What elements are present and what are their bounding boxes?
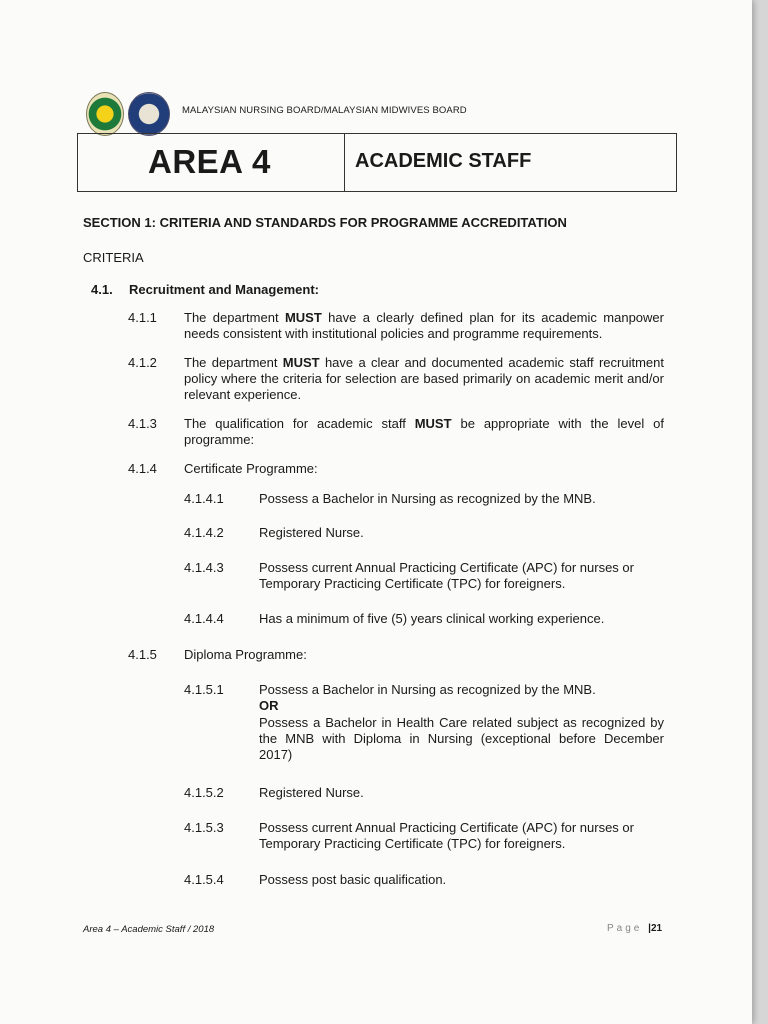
item-number: 4.1.5 [128, 647, 157, 662]
subitem-text: Registered Nurse. [259, 525, 364, 540]
area-header-box [77, 133, 677, 192]
subitem-text: Possess current Annual Practicing Certificate (APC) for nurses or Temporary Practicing Certificate (TPC) for foreigners. [259, 820, 634, 851]
subitem-text: Possess current Annual Practicing Certificate (APC) for nurses or Temporary Practicing Certificate (TPC) for foreigners. [259, 560, 634, 591]
item-number: 4.1.1 [128, 310, 157, 325]
area-number: AREA 4 [148, 143, 271, 180]
subitem-number: 4.1.5.4 [184, 872, 224, 887]
item-text: The qualification for academic staff MUST be appropriate with the level of programme: [184, 416, 664, 447]
nursing-board-logo-icon [86, 92, 124, 136]
item-number: 4.1.2 [128, 355, 157, 370]
page-word: Page [607, 923, 643, 934]
subitem-text: Has a minimum of five (5) years clinical working experience. [259, 611, 605, 626]
subitem-text: Possess a Bachelor in Nursing as recognized by the MNB. [259, 682, 596, 697]
criteria-label: CRITERIA [83, 250, 144, 265]
footer-label: Area 4 – Academic Staff / 2018 [83, 924, 215, 935]
item-number: 4.1.3 [128, 416, 157, 431]
item-text: Diploma Programme: [184, 647, 307, 662]
subitem-number: 4.1.5.3 [184, 820, 224, 835]
section-title: SECTION 1: CRITERIA AND STANDARDS FOR PROGRAMME ACCREDITATION [83, 215, 567, 230]
subitem-number: 4.1.4.2 [184, 525, 224, 540]
area-divider [344, 134, 345, 191]
subitem-text: Registered Nurse. [259, 785, 364, 800]
subitem-number: 4.1.4.3 [184, 560, 224, 575]
subitem-text: Possess post basic qualification. [259, 872, 447, 887]
item-text: The department MUST have a clearly defined plan for its academic manpower needs consistent with institutional policies and programme requirements. [184, 310, 664, 341]
or-label: OR [259, 698, 279, 713]
subitem-number: 4.1.5.2 [184, 785, 224, 800]
subitem-text-alt: Possess a Bachelor in Health Care related subject as recognized by the MNB with Diploma in Nursing (exceptional before December 2017) [259, 715, 664, 762]
subitem-number: 4.1.4.1 [184, 491, 224, 506]
area-title: ACADEMIC STAFF [355, 150, 532, 172]
subsection-title: Recruitment and Management: [129, 282, 319, 297]
page-number: |21 [648, 923, 663, 934]
subsection-number: 4.1. [91, 282, 113, 297]
subitem-number: 4.1.5.1 [184, 682, 224, 697]
item-text: The department MUST have a clear and documented academic staff recruitment policy where the criteria for selection are based primarily on academic merit and/or relevant experience. [184, 355, 664, 402]
subitem-number: 4.1.4.4 [184, 611, 224, 626]
page-number-label [607, 923, 662, 934]
item-text: Certificate Programme: [184, 461, 318, 476]
board-name: MALAYSIAN NURSING BOARD/MALAYSIAN MIDWIVES BOARD [182, 105, 467, 116]
midwives-board-logo-icon [128, 92, 170, 136]
item-number: 4.1.4 [128, 461, 157, 476]
subitem-text: Possess a Bachelor in Nursing as recognized by the MNB. [259, 491, 596, 506]
